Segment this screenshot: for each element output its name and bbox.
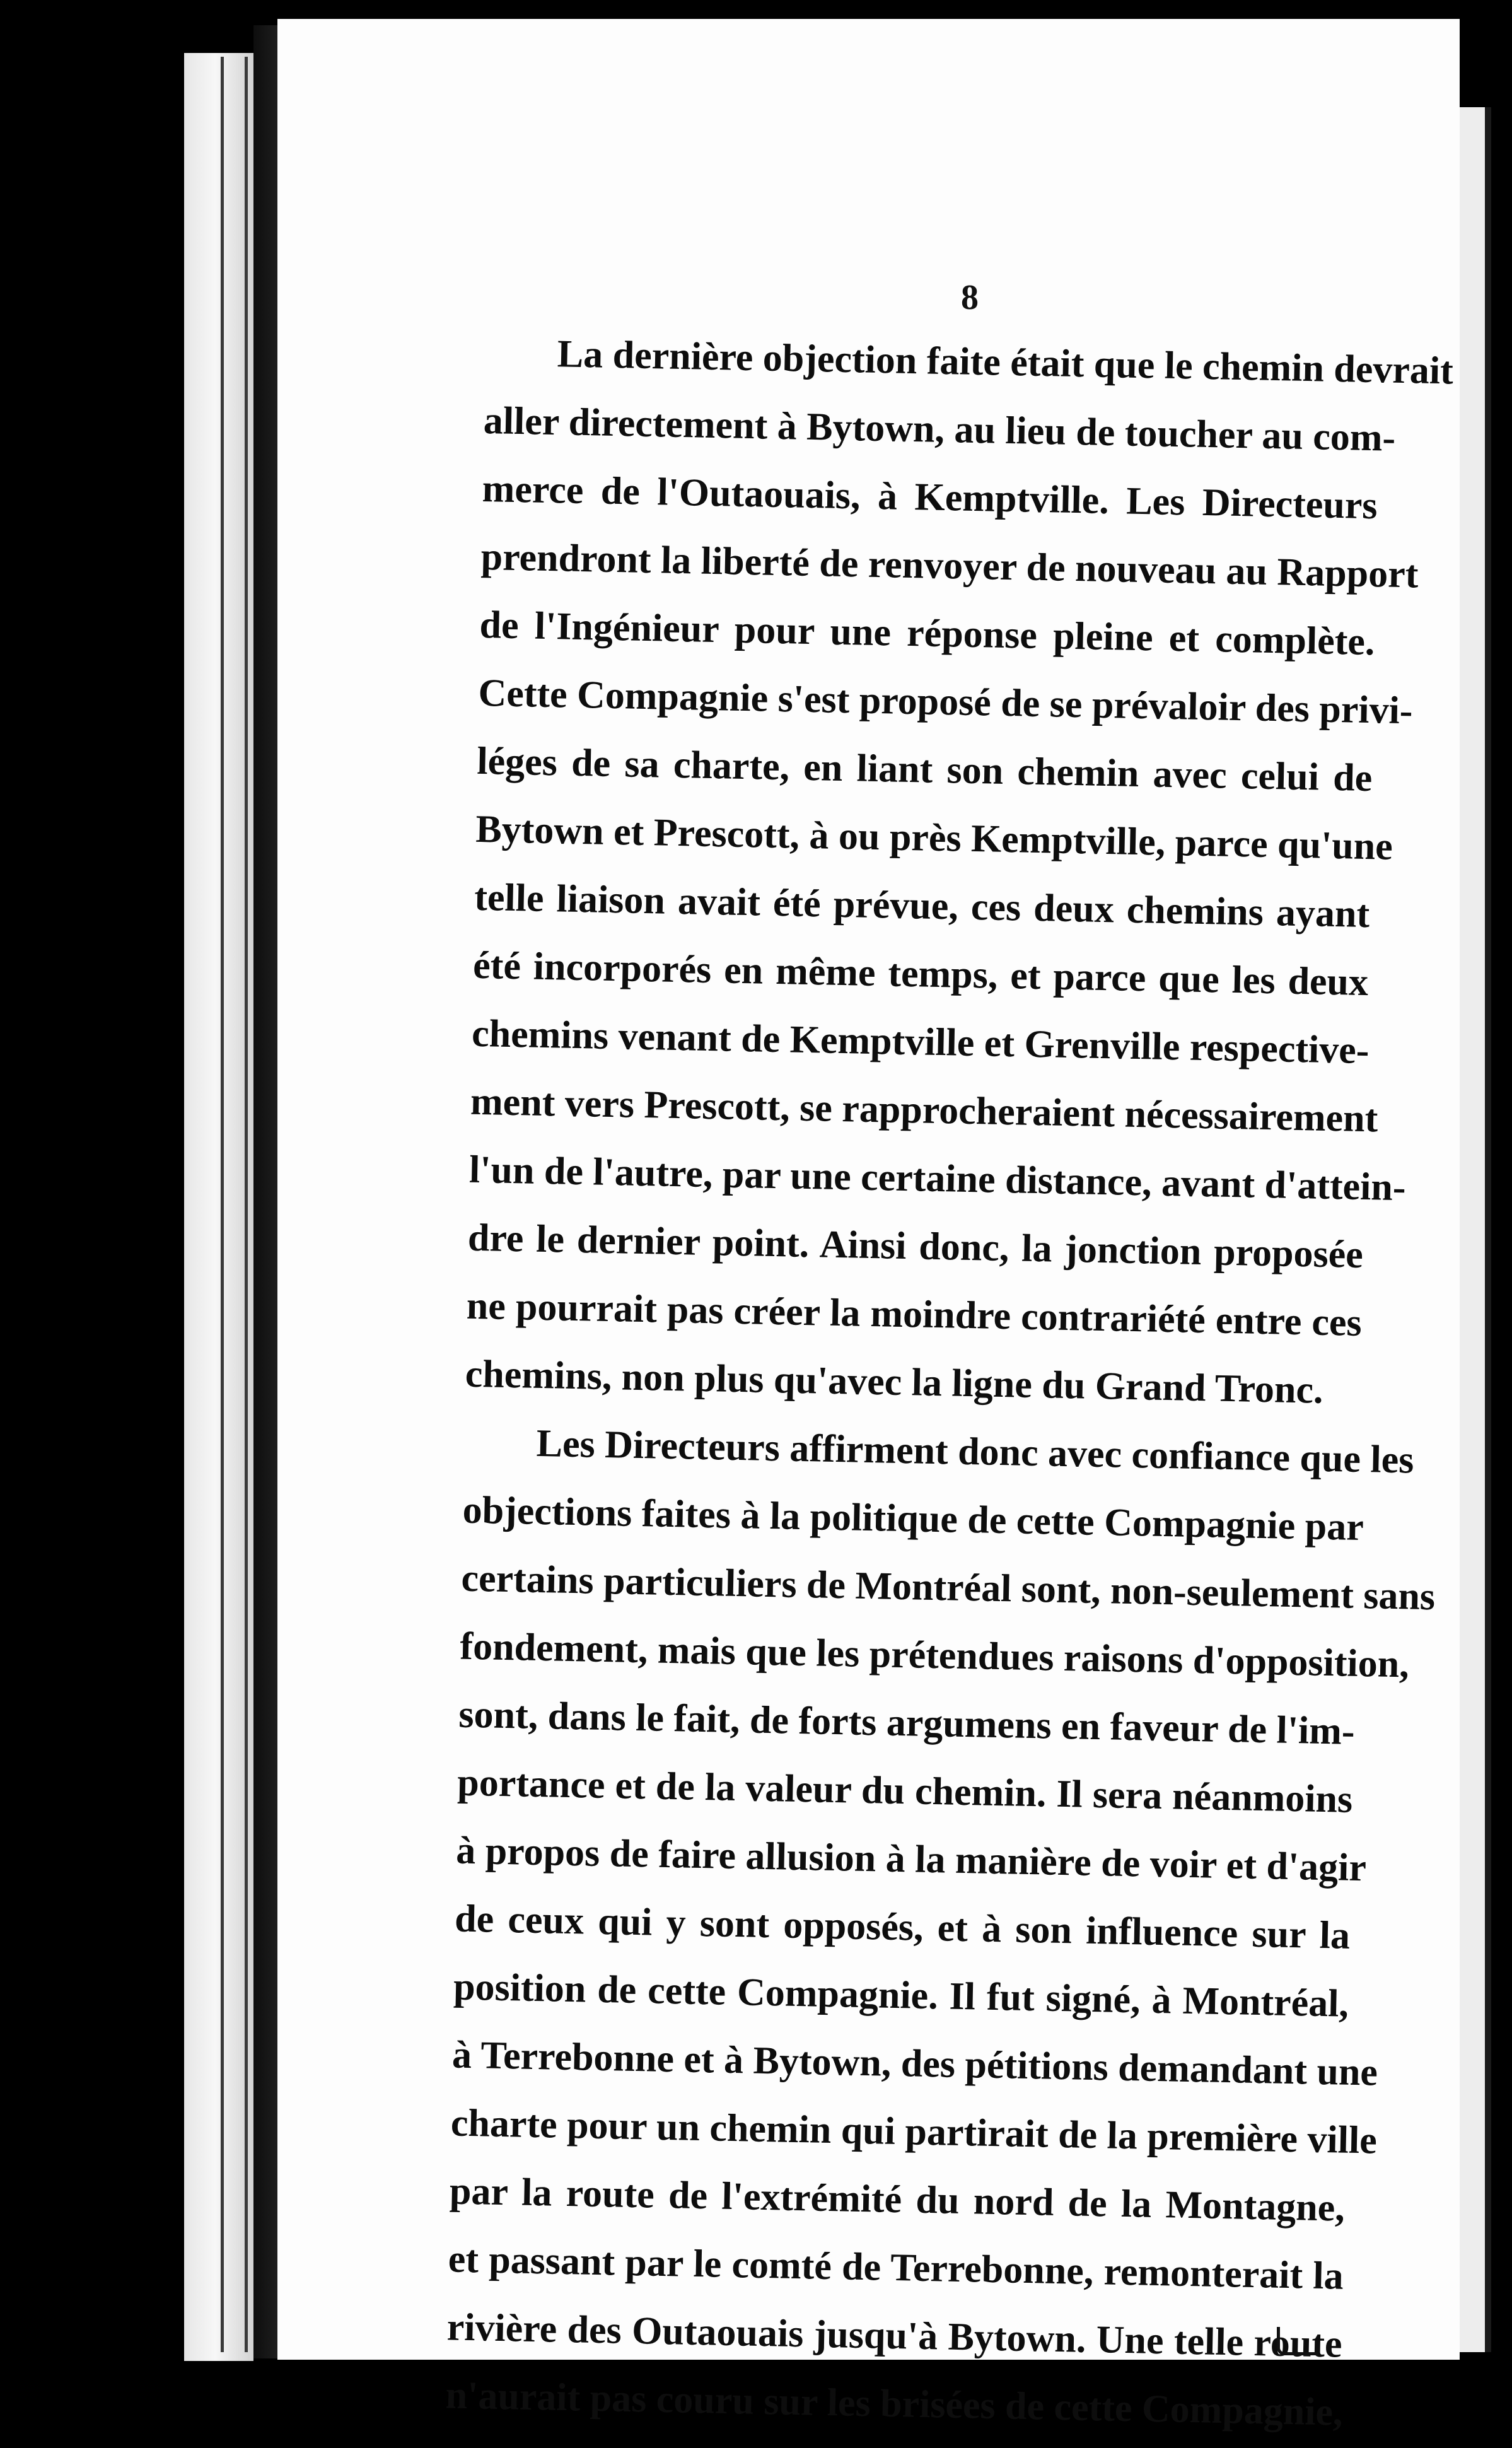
text-line: certains particuliers de Montréal sont, non-seulement sans [460,1556,1436,1619]
page-edge-shadow [1485,107,1491,2352]
binding-line [221,57,224,2352]
text-line: portance et de la valeur du chemin. Il sera néanmoins [457,1761,1353,1821]
corner-mark [1277,2327,1318,2355]
text-line: chemins, non plus qu'avec la ligne du Grand Tronc. [465,1352,1324,1412]
text-line: fondement, mais que les prétendues raisons d'opposition, [459,1624,1410,1686]
text-line: léges de sa charte, en liant son chemin avec celui de [476,739,1373,800]
text-line: Les Directeurs affirment donc avec confiance que les [536,1421,1414,1482]
text-line: Cette Compagnie s'est proposé de se prévaloir des privi- [477,671,1414,733]
text-line: rivière des Outaouais jusqu'à Bytown. Une telle route [446,2305,1343,2366]
binding-strip [184,53,253,2361]
text-line: de l'Ingénieur pour une réponse pleine et complète. [479,603,1376,664]
text-line: à propos de faire allusion à la manière de voir et d'agir [455,1829,1367,1890]
text-line: dre le dernier point. Ainsi donc, la jonction proposée [467,1216,1364,1276]
text-line: Bytown et Prescott, à ou près Kemptville, parce qu'une [475,807,1393,868]
text-line: et passant par le comté de Terrebonne, remonterait la [448,2237,1344,2298]
gutter-shadow [253,25,277,2358]
text-line: sont, dans le fait, de forts argumens en faveur de l'im- [458,1693,1356,1753]
text-line: par la route de l'extrémité du nord de la Montagne, [449,2169,1346,2230]
paragraph-1 [465,318,1454,1425]
paragraph-2 [445,1408,1436,2447]
page-edge [1460,107,1485,2352]
text-line: aller directement à Bytown, au lieu de toucher au com- [483,399,1396,460]
text-line: prendront la liberté de renvoyer de nouveau au Rapport [480,535,1419,597]
text-line: charte pour un chemin qui partirait de la première ville [450,2101,1378,2162]
text-line: ne pourrait pas créer la moindre contrariété entre ces [466,1284,1363,1344]
page-number: 8 [961,278,979,317]
text-line: n'aurait pas couru sur les brisées de cette Compagnie, [445,2374,1344,2434]
text-line: l'un de l'autre, par une certaine distance, avant d'attein- [468,1148,1407,1209]
text-line: chemins venant de Kemptville et Grenville respective- [471,1011,1370,1073]
text-line: de ceux qui y sont opposés, et à son influence sur la [454,1897,1351,1957]
text-line: objections faites à la politique de cette Compagnie par [462,1488,1364,1549]
text-line: ment vers Prescott, se rapprocheraient nécessairement [470,1080,1378,1141]
text-line: été incorporés en même temps, et parce que les deux [472,943,1369,1005]
text-line: merce de l'Outaouais, à Kemptville. Les Directeurs [482,467,1378,528]
text-line: à Terrebonne et à Bytown, des pétitions demandant une [451,2033,1378,2094]
text-line: telle liaison avait été prévue, ces deux chemins ayant [474,875,1370,936]
text-line: La dernière objection faite était que le chemin devrait [557,332,1454,393]
body-text [445,318,1454,2447]
binding-line [245,57,248,2352]
text-line: position de cette Compagnie. Il fut signé, à Montréal, [453,1965,1349,2025]
